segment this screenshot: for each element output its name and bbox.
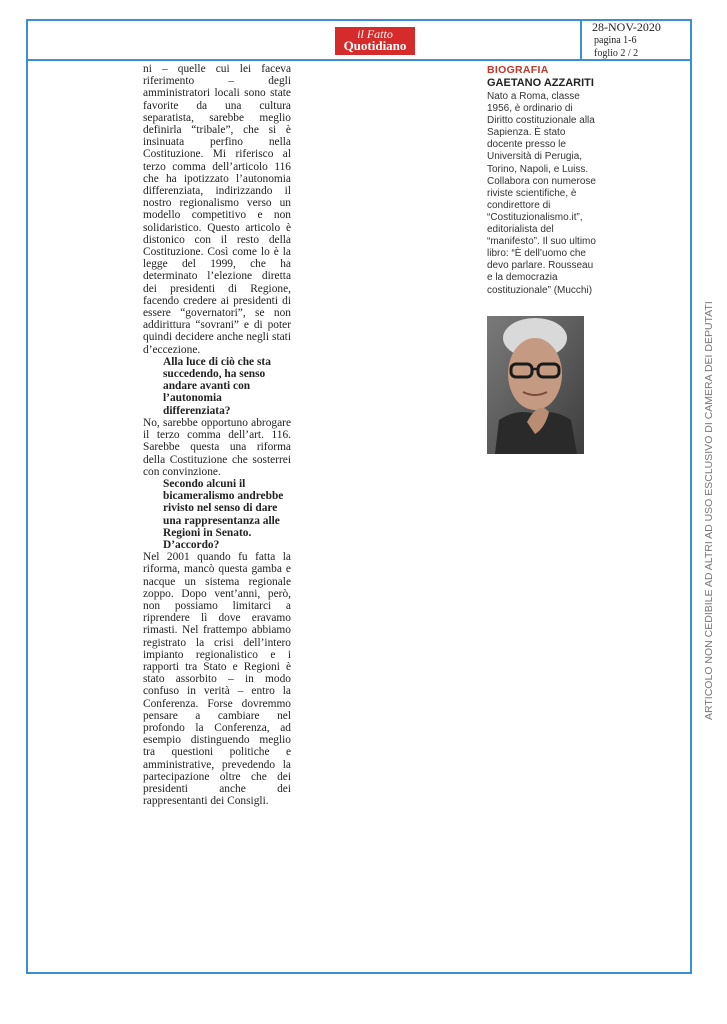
publication-date: 28-NOV-2020: [592, 20, 661, 34]
sheet-number: foglio 2 / 2: [594, 48, 639, 59]
article-paragraph: No, sarebbe opportuno abrogare il terzo comma dell’art. 116. Sarebbe questa una riforma della Costituzione che sosterrei con convinzione.: [143, 416, 291, 478]
biography-name: GAETANO AZZARITI: [487, 77, 594, 89]
interview-question: Secondo alcuni il bicameralismo andrebbe rivisto nel senso di dare una rappresentanza alle Regioni in Senato. D’accordo?: [163, 477, 284, 551]
header-divider: [580, 19, 582, 61]
biography-label: BIOGRAFIA: [487, 64, 549, 76]
article-paragraph: ni – quelle cui lei faceva riferimento – degli amministratori locali sono state favorite da una cultura separatista, sarebbe meglio definirla “tribale”, che si è insinuata perfino nella Costituzione. Mi riferisco al terzo comma dell’articolo 116 che ha ipotizzato l’autonomia differenziata, indirizzando il nostro regionalismo verso un modello competitivo e non solidaristico. Questo articolo è distonico con il resto della Costituzione. Così come lo è la legge del 1999, che ha determinato l’elezione diretta dei presidenti di Regione, facendo credere ai presidenti di essere “governatori”, se non addirittura “sovrani” e di poter quindi decidere anche negli stati d’eccezione.: [143, 63, 291, 356]
article-column: [143, 63, 291, 807]
biography-box: [487, 63, 597, 297]
logo-line2: Quotidiano: [343, 38, 407, 53]
biography-text: Nato a Roma, classe 1956, è ordinario di Diritto costituzionale alla Sapienza. È stato docente presso le Università di Perugia, Torino, Napoli, e Luiss. Collabora con numerose riviste scientifiche, è condirettore di “Costituzionalismo.it”, editorialista del “manifesto”. Il suo ultimo libro: “È dell’uomo che devo parlare. Rousseau e la democrazia costituzionale” (Mucchi): [487, 91, 596, 296]
logo-line1: il Fatto: [357, 27, 393, 41]
usage-notice: ARTICOLO NON CEDIBILE AD ALTRI AD USO ESCLUSIVO DI CAMERA DEI DEPUTATI: [703, 301, 715, 720]
header-meta: [592, 20, 661, 60]
article-paragraph: Nel 2001 quando fu fatta la riforma, mancò questa gamba e nacque un sistema regionale zoppo. Dopo vent’anni, però, non possiamo limitarci a riprendere lì dove eravamo rimasti. Nel frattempo abbiamo registrato la crisi dell’intero impianto regionalistico e i rapporti tra Stato e Regioni è stato assorbito – in modo confuso in verità – entro la Conferenza. Forse dovremmo pensare a cambiare nel profondo la Conferenza, ad esempio distinguendo meglio tra questioni politiche e amministrative, prevedendo la partecipazione oltre che dei presidenti anche dei rappresentanti dei Consigli.: [143, 551, 291, 808]
interview-question: Alla luce di ciò che sta succedendo, ha senso andare avanti con l’autonomia differenziata?: [163, 355, 271, 417]
portrait-photo: [487, 316, 584, 454]
portrait-image: [487, 316, 584, 454]
page-number: pagina 1-6: [594, 35, 637, 46]
newspaper-logo: [335, 27, 415, 55]
